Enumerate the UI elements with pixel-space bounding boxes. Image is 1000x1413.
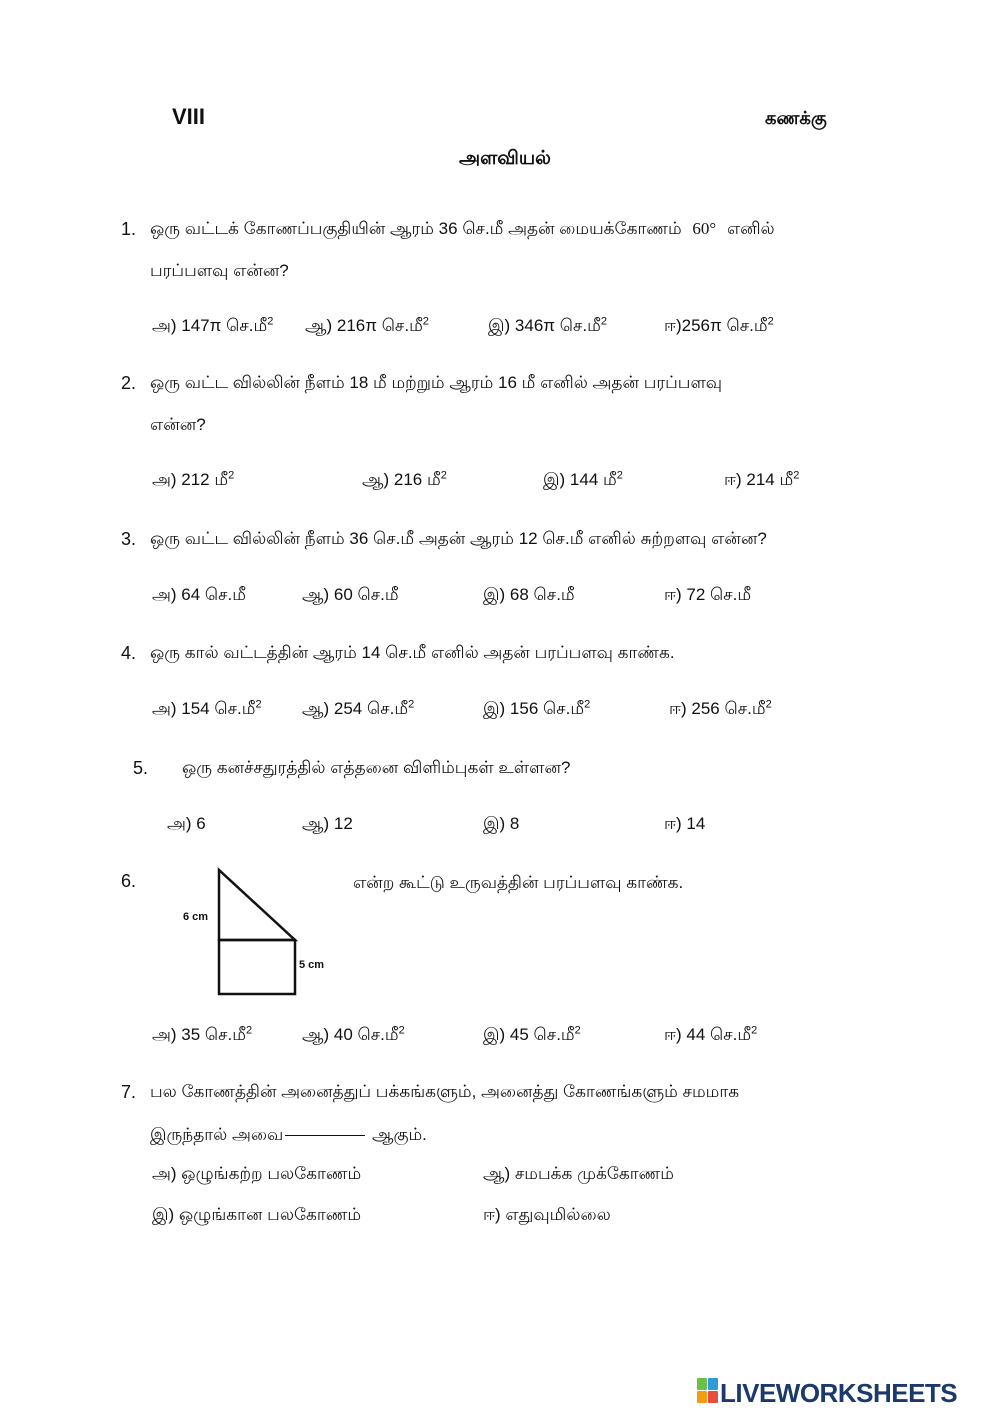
option-a[interactable]: அ) 147π செ.மீ$^2$ — [152, 315, 274, 335]
rectangle-side-label: 5 cm — [299, 959, 325, 971]
question-number: 6. — [121, 871, 137, 891]
question-number: 4. — [121, 643, 137, 663]
question-text: ஒரு வட்ட வில்லின் நீளம் 36 செ.மீ அதன் ஆரம் 12 செ.மீ எனில் சுற்றளவு என்ன? — [150, 529, 767, 548]
rectangle-shape — [219, 940, 295, 994]
option-a[interactable]: அ) 154 செ.மீ$^2$ — [152, 698, 262, 718]
question-number: 1. — [121, 219, 137, 239]
option-b[interactable]: ஆ) 216π செ.மீ$^2$ — [305, 315, 429, 335]
question-text: பல கோணத்தின் அனைத்துப் பக்கங்களும், அனைத்து கோணங்களும் சமமாக — [150, 1082, 740, 1101]
option-a[interactable]: அ) 64 செ.மீ — [152, 585, 247, 604]
option-c[interactable]: இ) 45 செ.மீ$^2$ — [483, 1024, 581, 1044]
page-title: அளவியல் — [459, 148, 551, 169]
option-c[interactable]: இ) ஒழுங்கான பலகோணம் — [152, 1205, 362, 1224]
option-b[interactable]: ஆ) 12 — [302, 814, 353, 833]
option-d[interactable]: ஈ) 214 மீ$^2$ — [724, 469, 800, 489]
composite-shape-diagram — [175, 864, 335, 1004]
subject-label: கணக்கு — [765, 108, 827, 128]
option-b[interactable]: ஆ) 40 செ.மீ$^2$ — [302, 1024, 405, 1044]
option-c[interactable]: இ) 144 மீ$^2$ — [543, 469, 623, 489]
option-d[interactable]: ஈ) 44 செ.மீ$^2$ — [664, 1024, 758, 1044]
grade-label: VIII — [172, 104, 206, 129]
question-text: என்ற கூட்டு உருவத்தின் பரப்பளவு காண்க. — [353, 873, 684, 892]
option-d[interactable]: ஈ) 72 செ.மீ — [664, 585, 752, 604]
option-d[interactable]: ஈ) 14 — [664, 814, 706, 833]
option-c[interactable]: இ) 156 செ.மீ$^2$ — [483, 698, 591, 718]
option-d[interactable]: ஈ) எதுவுமில்லை — [483, 1205, 611, 1224]
question-text: ஒரு கால் வட்டத்தின் ஆரம் 14 செ.மீ எனில் அதன் பரப்பளவு காண்க. — [150, 643, 675, 662]
option-c[interactable]: இ) 346π செ.மீ$^2$ — [488, 315, 607, 335]
option-b[interactable]: ஆ) சமபக்க முக்கோணம் — [483, 1164, 674, 1183]
question-number: 7. — [121, 1082, 137, 1102]
question-text: ஒரு வட்டக் கோணப்பகுதியின் ஆரம் 36 செ.மீ அதன் மையக்கோணம் 60° எனில் — [150, 219, 775, 238]
triangle-height-label: 6 cm — [183, 911, 209, 923]
answer-blank[interactable] — [285, 1135, 365, 1136]
option-b[interactable]: ஆ) 216 மீ$^2$ — [362, 469, 447, 489]
option-b[interactable]: ஆ) 254 செ.மீ$^2$ — [302, 698, 415, 718]
question-number: 2. — [121, 373, 137, 393]
triangle-shape — [219, 870, 295, 940]
option-b[interactable]: ஆ) 60 செ.மீ — [302, 585, 399, 604]
liveworksheets-logo-icon — [697, 1378, 719, 1404]
option-d[interactable]: ஈ) 256 செ.மீ$^2$ — [669, 698, 772, 718]
option-d[interactable]: ஈ)256π செ.மீ$^2$ — [664, 315, 774, 335]
question-text-cont: என்ன? — [150, 415, 206, 434]
question-text: ஒரு கனச்சதுரத்தில் எத்தனை விளிம்புகள் உள்ளன? — [182, 758, 571, 777]
brand-name: LIVEWORKSHEETS — [720, 1378, 958, 1408]
question-text: ஒரு வட்ட வில்லின் நீளம் 18 மீ மற்றும் ஆரம் 16 மீ எனில் அதன் பரப்பளவு — [150, 373, 723, 392]
question-number: 5. — [133, 758, 149, 778]
option-a[interactable]: அ) ஒழுங்கற்ற பலகோணம் — [152, 1164, 362, 1183]
option-a[interactable]: அ) 35 செ.மீ$^2$ — [152, 1024, 253, 1044]
angle-value: 60° — [692, 219, 717, 238]
option-c[interactable]: இ) 8 — [483, 814, 520, 833]
option-c[interactable]: இ) 68 செ.மீ — [483, 585, 575, 604]
option-a[interactable]: அ) 212 மீ$^2$ — [152, 469, 235, 489]
question-number: 3. — [121, 529, 137, 549]
question-text-cont: இருந்தால் அவை ஆகும். — [150, 1125, 427, 1144]
option-a[interactable]: அ) 6 — [167, 814, 206, 833]
question-text-cont: பரப்பளவு என்ன? — [150, 261, 289, 280]
